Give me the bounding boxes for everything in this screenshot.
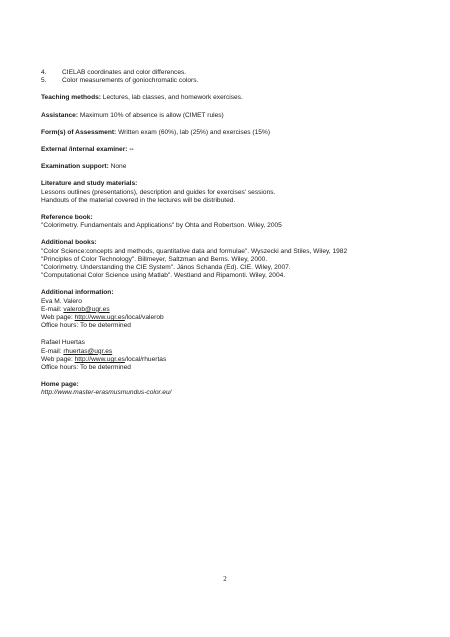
page-number: 2 <box>223 575 227 583</box>
additional-books-section <box>41 239 421 280</box>
reference-book-line: "Colorimetry. Fundamentals and Applications" by Ohta and Robertson. Wiley, 2005 <box>41 222 282 230</box>
literature-section <box>41 180 421 205</box>
web-suffix: /local/rhuertas <box>124 355 167 363</box>
email-link[interactable]: rhuertas@ugr.es <box>63 347 113 355</box>
email-prefix: E-mail: <box>41 305 64 313</box>
web-suffix: /local/valerob <box>124 314 164 322</box>
assessment-text: Written exam (60%), lab (25%) and exercises (15%) <box>116 128 271 136</box>
list-item-text: CIELAB coordinates and color differences. <box>62 69 187 76</box>
spacer <box>41 330 421 339</box>
assistance-label: Assistance: <box>41 111 79 119</box>
list-item-text: Color measurements of goniochromatic colors. <box>62 77 199 85</box>
contact-email <box>41 348 421 356</box>
assistance-text: Maximum 10% of absence is allow (CIMET rules) <box>78 111 224 119</box>
page-content <box>41 69 421 407</box>
web-prefix: Web page: <box>41 314 75 322</box>
teaching-methods-label: Teaching methods: <box>41 94 101 102</box>
examiner <box>41 146 421 154</box>
additional-info-section <box>41 289 421 372</box>
email-prefix: E-mail: <box>41 347 64 355</box>
book-line: "Color Science:concepts and methods, quantitative data and formulae". Wyszecki and Stiles, Wiley, 1982 <box>41 247 348 255</box>
contact-office-hours: Office hours: To be determined <box>41 364 131 372</box>
book-line: "Principles of Color Technology". Billmeyer, Saltzman and Berns. Wiley, 2000. <box>41 255 268 263</box>
reference-book-section <box>41 214 421 230</box>
literature-line: Lessons outlines (presentations), description and guides for exercises' sessions. <box>41 188 276 196</box>
web-link[interactable]: http://www.ugr.es <box>74 355 125 363</box>
list-item-number: 5. <box>41 77 47 85</box>
teaching-methods <box>41 94 421 102</box>
home-page-heading: Home page: <box>41 381 79 389</box>
contact-office-hours: Office hours: To be determined <box>41 322 131 330</box>
book-line: "Colorimetry. Understanding the CIE System". János Schanda (Ed). CIE. Wiley, 2007. <box>41 264 291 272</box>
additional-books-heading: Additional books: <box>41 239 97 247</box>
assessment-label: Form(s) of Assessment: <box>41 128 117 136</box>
book-line: "Computational Color Science using Matlab". Westland and Ripamonti. Wiley, 2004. <box>41 272 286 280</box>
contact-web <box>41 356 421 364</box>
list-item <box>41 77 421 85</box>
topic-list <box>41 69 421 85</box>
assistance <box>41 112 421 120</box>
additional-info-heading: Additional information: <box>41 289 114 297</box>
examiner-label: External /internal examiner: -- <box>41 146 134 154</box>
web-link[interactable]: http://www.ugr.es <box>74 314 125 322</box>
list-item-number: 4. <box>41 69 47 76</box>
email-link[interactable]: valerob@ugr.es <box>63 305 110 313</box>
literature-heading: Literature and study materials: <box>41 180 138 188</box>
teaching-methods-text: Lectures, lab classes, and homework exercises. <box>100 94 243 102</box>
home-page-section <box>41 381 421 397</box>
examination-support <box>41 163 421 171</box>
examination-support-text: None <box>108 163 127 171</box>
assessment <box>41 129 421 137</box>
contact-email <box>41 306 421 314</box>
contact-name: Eva M. Valero <box>41 297 82 305</box>
contact-name: Rafael Huertas <box>41 339 85 347</box>
examination-support-label: Examination support: <box>41 163 109 171</box>
reference-book-heading: Reference book: <box>41 214 93 222</box>
home-page-link[interactable]: http://www.master-erasmusmundus-color.eu/ <box>41 389 172 397</box>
list-item <box>41 69 421 77</box>
contact-web <box>41 314 421 322</box>
web-prefix: Web page: <box>41 355 75 363</box>
literature-line: Handouts of the material covered in the lectures will be distributed. <box>41 196 236 204</box>
